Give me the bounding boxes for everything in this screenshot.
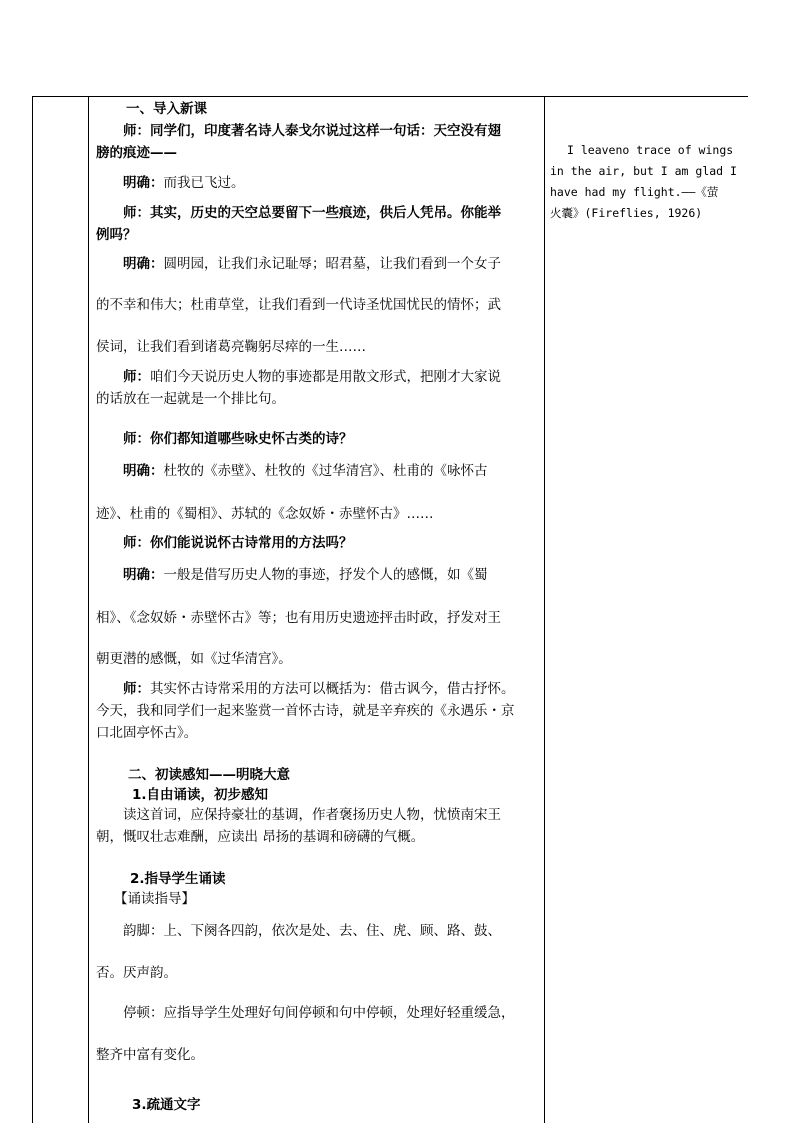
side-note-quote [550, 140, 746, 224]
answer-4-text: 一般是借写历史人物的事迹，抒发个人的感慨，如《蜀 [163, 567, 488, 583]
teacher-question-1-line-2: 例吗？ [96, 227, 137, 243]
answer-3-line-2: 迹》、杜甫的《蜀相》、苏轼的《念奴娇・赤壁怀古》…… [96, 506, 434, 522]
rhyme-note-line-1: 韵脚：上、下阕各四韵，依次是处、去、住、虎、顾、路、鼓、 [123, 923, 501, 939]
rhyme-note-line-2: 否。厌声韵。 [96, 965, 177, 981]
quote-line-4: 火囊》(Fireflies, 1926) [550, 206, 703, 220]
teacher-intro-line-1 [96, 120, 540, 142]
table-top-border [32, 96, 748, 97]
recitation-guide-title: 【诵读指导】 [114, 891, 195, 907]
section-2-subheading-1: 1.自由诵读，初步感知 [132, 787, 269, 803]
teacher-label: 师： [123, 369, 150, 385]
teacher-summary-line-1 [96, 678, 540, 700]
pause-note-line-2: 整齐中富有变化。 [96, 1047, 204, 1063]
answer-2-text: 圆明园，让我们永记耻辱；昭君墓，让我们看到一个女子 [163, 256, 501, 272]
teacher-question-2: 师：你们都知道哪些咏史怀古类的诗？ [123, 431, 353, 447]
quote-line-3: have had my flight.——《萤 [550, 185, 719, 199]
teacher-label: 师： [123, 681, 150, 697]
teacher-note-line-2: 的话放在一起就是一个排比句。 [96, 391, 285, 407]
section-1-heading: 一、导入新课 [126, 101, 207, 117]
answer-3-line-1 [96, 460, 540, 482]
teacher-note-text: 咱们今天说历史人物的事迹都是用散文形式，把刚才大家说 [150, 369, 501, 385]
teacher-summary-line-2: 今天，我和同学们一起来鉴赏一首怀古诗，就是辛弃疾的《永遇乐・京 [96, 703, 515, 719]
answer-4-line-3: 朝更潜的感慨，如《过华清宫》。 [96, 651, 292, 667]
teacher-note-line-1 [96, 366, 540, 388]
teacher-question-1-line-1: 师：其实，历史的天空总要留下一些痕迹，供后人凭吊。你能举 [123, 205, 501, 221]
section-2-heading: 二、初读感知——明晓大意 [128, 767, 290, 783]
answer-1 [96, 172, 540, 194]
answer-1-text: 而我已飞过。 [163, 175, 245, 191]
teacher-intro-text: 同学们，印度著名诗人泰戈尔说过这样一句话：天空没有翅 [150, 123, 501, 139]
answer-label: 明确： [123, 463, 164, 479]
quote-line-1: I leaveno trace of wings [567, 143, 734, 157]
table-left-border [32, 96, 33, 1123]
teacher-summary-line-3: 口北固亭怀古》。 [96, 725, 198, 741]
answer-2-line-2: 的不幸和伟大；杜甫草堂，让我们看到一代诗圣忧国忧民的情怀；武 [96, 297, 501, 313]
teacher-label: 师： [123, 123, 150, 139]
table-column-divider-1 [88, 96, 89, 1123]
answer-3-text: 杜牧的《赤壁》、杜牧的《过华清宫》、杜甫的《咏怀古 [163, 463, 488, 479]
answer-label: 明确： [123, 175, 164, 191]
answer-label: 明确： [123, 256, 164, 272]
answer-label: 明确： [123, 567, 164, 583]
teacher-summary-text: 其实怀古诗常采用的方法可以概括为：借古讽今，借古抒怀。 [150, 681, 515, 697]
answer-4-line-1 [96, 564, 540, 586]
answer-4-line-2: 相》、《念奴娇・赤壁怀古》等；也有用历史遗迹抨击时政，抒发对王 [96, 610, 501, 626]
section-2-subheading-3: 3.疏通文字 [132, 1097, 201, 1113]
teacher-question-3: 师：你们能说说怀古诗常用的方法吗？ [123, 535, 353, 551]
teacher-intro-line-2: 膀的痕迹—— [96, 145, 177, 161]
table-column-divider-2 [544, 96, 545, 1123]
section-2-paragraph-line-1: 读这首词，应保持豪壮的基调，作者褒扬历史人物，忧愤南宋王 [123, 807, 501, 823]
pause-note-line-1: 停顿：应指导学生处理好句间停顿和句中停顿，处理好轻重缓急， [123, 1005, 515, 1021]
section-2-paragraph-line-2: 朝，慨叹壮志难酬，应读出 昂扬的基调和磅礴的气概。 [96, 829, 425, 845]
answer-2-line-3: 侯词，让我们看到诸葛亮鞠躬尽瘁的一生…… [96, 339, 366, 355]
answer-2-line-1 [96, 253, 540, 275]
section-2-subheading-2: 2.指导学生诵读 [130, 871, 226, 887]
quote-line-2: in the air, but I am glad I [550, 164, 737, 178]
